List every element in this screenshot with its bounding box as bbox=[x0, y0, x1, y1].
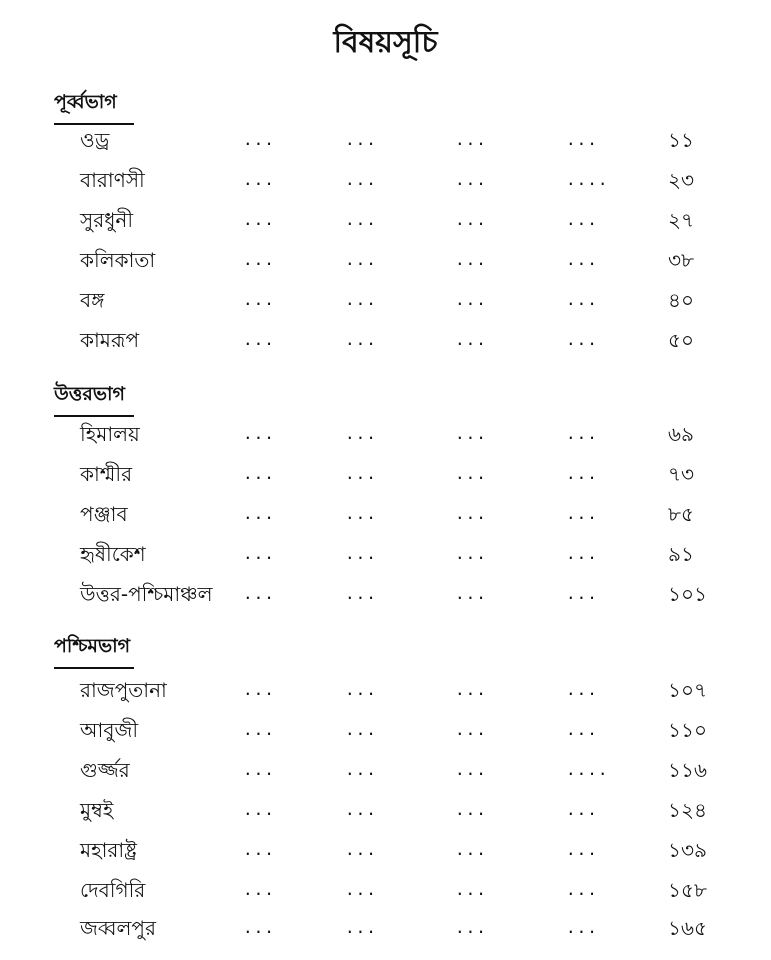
leader-dots: ... bbox=[243, 290, 275, 309]
entry-title: সুরধুনী bbox=[80, 208, 134, 232]
toc-row[interactable] bbox=[0, 580, 771, 614]
page-number: ১০৭ bbox=[668, 678, 707, 702]
leader-dots: ... bbox=[345, 800, 377, 819]
leader-dots: ... bbox=[455, 680, 487, 699]
toc-row[interactable] bbox=[0, 716, 771, 750]
leader-dots: ... bbox=[566, 800, 598, 819]
page-number: ১২৪ bbox=[668, 798, 707, 822]
leader-dots: ... bbox=[566, 584, 598, 603]
leader-dots: ... bbox=[345, 680, 377, 699]
page-number: ৩৮ bbox=[668, 248, 694, 272]
toc-row[interactable] bbox=[0, 500, 771, 534]
leader-dots: ... bbox=[455, 330, 487, 349]
leader-dots: ... bbox=[566, 840, 598, 859]
toc-row[interactable] bbox=[0, 246, 771, 280]
leader-dots: ... bbox=[243, 800, 275, 819]
page-number: ২৭ bbox=[668, 208, 695, 232]
page-number: ৪০ bbox=[668, 288, 694, 312]
entry-title: কাশ্মীর bbox=[80, 462, 133, 486]
leader-dots: ... bbox=[345, 424, 377, 443]
leader-dots: ... bbox=[243, 918, 275, 937]
leader-dots: ... bbox=[345, 584, 377, 603]
page-number: ১৩৯ bbox=[668, 838, 707, 862]
toc-row[interactable] bbox=[0, 126, 771, 160]
toc-row[interactable] bbox=[0, 286, 771, 320]
leader-dots: ... bbox=[243, 330, 275, 349]
entry-title: কামরূপ bbox=[80, 328, 140, 352]
leader-dots: ... bbox=[455, 170, 487, 189]
entry-title: পঞ্জাব bbox=[80, 502, 128, 526]
leader-dots: ... bbox=[455, 290, 487, 309]
leader-dots: ... bbox=[455, 760, 487, 779]
toc-row[interactable] bbox=[0, 540, 771, 574]
leader-dots: ... bbox=[345, 840, 377, 859]
entry-title: রাজপুতানা bbox=[80, 678, 167, 702]
entry-title: মুম্বই bbox=[80, 798, 114, 822]
leader-dots: ... bbox=[566, 250, 598, 269]
toc-row[interactable] bbox=[0, 836, 771, 870]
section-heading-west: পশ্চিমভাগ bbox=[54, 632, 134, 669]
entry-title: বারাণসী bbox=[80, 168, 145, 192]
leader-dots: ... bbox=[455, 504, 487, 523]
entry-title: কলিকাতা bbox=[80, 248, 156, 272]
leader-dots: ... bbox=[345, 290, 377, 309]
leader-dots: ... bbox=[455, 918, 487, 937]
toc-row[interactable] bbox=[0, 676, 771, 710]
leader-dots: ... bbox=[345, 720, 377, 739]
leader-dots: ... bbox=[455, 584, 487, 603]
leader-dots: ... bbox=[566, 720, 598, 739]
leader-dots: ... bbox=[345, 504, 377, 523]
leader-dots: ... bbox=[243, 210, 275, 229]
page-number: ১৬৫ bbox=[668, 916, 707, 940]
toc-row[interactable] bbox=[0, 876, 771, 910]
leader-dots: ... bbox=[455, 840, 487, 859]
section-heading-north: উত্তরভাগ bbox=[54, 380, 134, 417]
leader-dots: ... bbox=[345, 170, 377, 189]
entry-title: উত্তর-পশ্চিমাঞ্চল bbox=[80, 582, 213, 606]
page-number: ৭৩ bbox=[668, 462, 695, 486]
leader-dots: ... bbox=[566, 210, 598, 229]
leader-dots: ... bbox=[243, 504, 275, 523]
leader-dots: ... bbox=[566, 130, 598, 149]
leader-dots: ... bbox=[566, 504, 598, 523]
leader-dots: ... bbox=[243, 680, 275, 699]
leader-dots: ... bbox=[345, 330, 377, 349]
leader-dots: .... bbox=[566, 760, 609, 779]
leader-dots: ... bbox=[345, 130, 377, 149]
page-number: ৫০ bbox=[668, 328, 694, 352]
toc-row[interactable] bbox=[0, 460, 771, 494]
leader-dots: ... bbox=[243, 424, 275, 443]
page-number: ২৩ bbox=[668, 168, 695, 192]
page-title: বিষয়সূচি bbox=[333, 25, 438, 60]
page-number: ১০১ bbox=[668, 582, 707, 606]
leader-dots: ... bbox=[243, 170, 275, 189]
leader-dots: ... bbox=[566, 424, 598, 443]
entry-title: দেবগিরি bbox=[80, 878, 146, 902]
leader-dots: ... bbox=[345, 760, 377, 779]
toc-row[interactable] bbox=[0, 796, 771, 830]
entry-title: ওড্র bbox=[80, 128, 110, 152]
leader-dots: ... bbox=[243, 760, 275, 779]
entry-title: হিমালয় bbox=[80, 422, 140, 446]
leader-dots: ... bbox=[345, 210, 377, 229]
entry-title: জব্বলপুর bbox=[80, 916, 156, 940]
toc-row[interactable] bbox=[0, 206, 771, 240]
leader-dots: ... bbox=[345, 918, 377, 937]
leader-dots: ... bbox=[345, 544, 377, 563]
entry-title: হৃষীকেশ bbox=[80, 542, 146, 566]
leader-dots: ... bbox=[566, 880, 598, 899]
page-number: ১১৬ bbox=[668, 758, 707, 782]
leader-dots: ... bbox=[243, 544, 275, 563]
toc-row[interactable] bbox=[0, 326, 771, 360]
leader-dots: ... bbox=[243, 130, 275, 149]
leader-dots: ... bbox=[455, 880, 487, 899]
leader-dots: ... bbox=[455, 800, 487, 819]
leader-dots: ... bbox=[243, 720, 275, 739]
leader-dots: ... bbox=[566, 918, 598, 937]
leader-dots: ... bbox=[345, 250, 377, 269]
toc-row[interactable] bbox=[0, 166, 771, 200]
toc-row[interactable] bbox=[0, 756, 771, 790]
leader-dots: ... bbox=[243, 584, 275, 603]
leader-dots: ... bbox=[243, 464, 275, 483]
page-number: ৬৯ bbox=[668, 422, 694, 446]
leader-dots: ... bbox=[566, 464, 598, 483]
leader-dots: ... bbox=[455, 130, 487, 149]
entry-title: আবুজী bbox=[80, 718, 139, 742]
leader-dots: ... bbox=[566, 544, 598, 563]
leader-dots: ... bbox=[566, 290, 598, 309]
section-heading-east: পূর্ব্বভাগ bbox=[54, 88, 134, 125]
leader-dots: ... bbox=[243, 880, 275, 899]
leader-dots: ... bbox=[455, 720, 487, 739]
leader-dots: ... bbox=[455, 544, 487, 563]
entry-title: গুর্জ্জর bbox=[80, 758, 130, 782]
page-number: ১১ bbox=[668, 128, 694, 152]
leader-dots: ... bbox=[455, 424, 487, 443]
leader-dots: .... bbox=[566, 170, 609, 189]
leader-dots: ... bbox=[566, 330, 598, 349]
page-number: ৯১ bbox=[668, 542, 694, 566]
leader-dots: ... bbox=[566, 680, 598, 699]
toc-row[interactable] bbox=[0, 420, 771, 454]
leader-dots: ... bbox=[455, 250, 487, 269]
page-number: ১১০ bbox=[668, 718, 707, 742]
entry-title: মহারাষ্ট্র bbox=[80, 838, 137, 862]
page-number: ৮৫ bbox=[668, 502, 694, 526]
leader-dots: ... bbox=[455, 210, 487, 229]
leader-dots: ... bbox=[243, 250, 275, 269]
page-number: ১৫৮ bbox=[668, 878, 707, 902]
toc-row[interactable] bbox=[0, 914, 771, 948]
entry-title: বঙ্গ bbox=[80, 288, 105, 312]
leader-dots: ... bbox=[345, 464, 377, 483]
leader-dots: ... bbox=[243, 840, 275, 859]
leader-dots: ... bbox=[345, 880, 377, 899]
leader-dots: ... bbox=[455, 464, 487, 483]
